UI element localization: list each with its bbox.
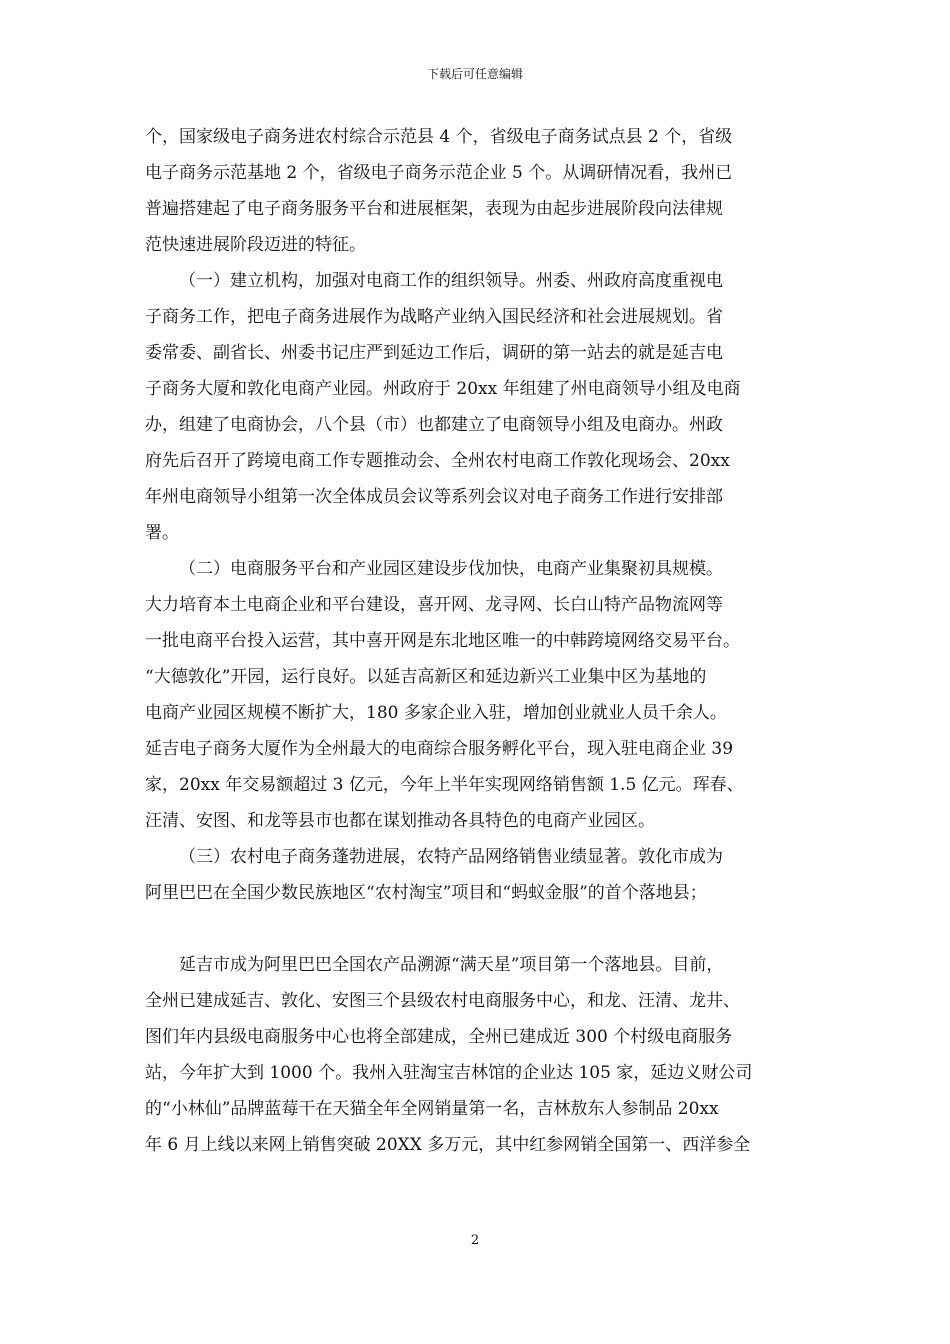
text-line: 个，国家级电子商务进农村综合示范县 4 个，省级电子商务试点县 2 个，省级 — [145, 127, 733, 147]
paragraph-5 — [145, 947, 805, 1163]
text-line: 电商产业园区规模不断扩大，180 多家企业入驻，增加创业就业人员千余人。 — [145, 703, 727, 723]
text-line: 普遍搭建起了电子商务服务平台和进展框架，表现为由起步进展阶段向法律规 — [145, 199, 723, 219]
text-line: 范快速进展阶段迈进的特征。 — [145, 235, 366, 255]
text-line: 子商务大厦和敦化电商产业园。州政府于 20xx 年组建了州电商领导小组及电商 — [145, 379, 741, 399]
text-line: （一）建立机构，加强对电商工作的组织领导。州委、州政府高度重视电 — [179, 271, 723, 291]
text-line: 的“小林仙”品牌蓝莓干在天猫全年全网销量第一名，吉林敖东人参制品 20xx — [145, 1099, 719, 1119]
paragraph-2 — [145, 263, 805, 551]
text-line: 大力培育本土电商企业和平台建设，喜开网、龙寻网、长白山特产品物流网等 — [145, 595, 723, 615]
text-line: 署。 — [145, 523, 179, 543]
page-number: 2 — [470, 1233, 480, 1248]
text-line: 汪清、安图、和龙等县市也都在谋划推动各具特色的电商产业园区。 — [145, 811, 655, 831]
text-line: 图们年内县级电商服务中心也将全部建成，全州已建成近 300 个村级电商服务 — [145, 1027, 733, 1047]
text-line: 电子商务示范基地 2 个，省级电子商务示范企业 5 个。从调研情况看，我州已 — [145, 163, 733, 183]
text-line: 延吉电子商务大厦作为全州最大的电商综合服务孵化平台，现入驻电商企业 39 — [145, 739, 734, 759]
text-line: 阿里巴巴在全国少数民族地区“农村淘宝”项目和“蚂蚁金服”的首个落地县； — [145, 883, 707, 903]
text-line: “大德敦化”开园，运行良好。以延吉高新区和延边新兴工业集中区为基地的 — [145, 667, 707, 687]
paragraph-gap — [145, 911, 805, 947]
text-line: 办，组建了电商协会，八个县（市）也都建立了电商领导小组及电商办。州政 — [145, 415, 723, 435]
text-line: 委常委、副省长、州委书记庄严到延边工作后，调研的第一站去的就是延吉电 — [145, 343, 723, 363]
text-line: 延吉市成为阿里巴巴全国农产品溯源“满天星”项目第一个落地县。目前， — [179, 955, 724, 975]
text-line: （二）电商服务平台和产业园区建设步伐加快，电商产业集聚初具规模。 — [179, 559, 723, 579]
text-line: 家，20xx 年交易额超过 3 亿元，今年上半年实现网络销售额 1.5 亿元。珲春、 — [145, 775, 744, 795]
text-line: 子商务工作，把电子商务进展作为战略产业纳入国民经济和社会进展规划。省 — [145, 307, 723, 327]
text-line: 府先后召开了跨境电商工作专题推动会、全州农村电商工作敦化现场会、20xx — [145, 451, 730, 471]
document-body — [145, 119, 805, 1163]
paragraph-1 — [145, 119, 805, 263]
text-line: 全州已建成延吉、敦化、安图三个县级农村电商服务中心，和龙、汪清、龙井、 — [145, 991, 740, 1011]
page-header-note: 下载后可任意编辑 — [426, 67, 523, 81]
text-line: 一批电商平台投入运营，其中喜开网是东北地区唯一的中韩跨境网络交易平台。 — [145, 631, 740, 651]
paragraph-3 — [145, 551, 805, 839]
text-line: 年 6 月上线以来网上销售突破 20XX 多万元，其中红参网销全国第一、西洋参全 — [145, 1135, 751, 1155]
text-line: （三）农村电子商务蓬勃进展，农特产品网络销售业绩显著。敦化市成为 — [179, 847, 723, 867]
text-line: 年州电商领导小组第一次全体成员会议等系列会议对电子商务工作进行安排部 — [145, 487, 723, 507]
paragraph-4 — [145, 839, 805, 911]
text-line: 站，今年扩大到 1000 个。我州入驻淘宝吉林馆的企业达 105 家，延边义财公司 — [145, 1063, 753, 1083]
